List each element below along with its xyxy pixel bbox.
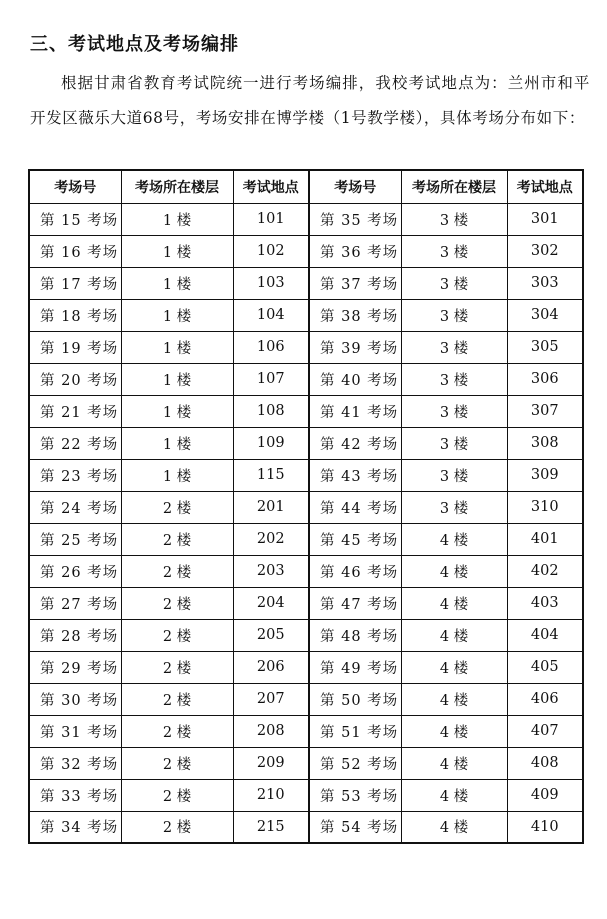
floor-cell-2: 4 楼 [401, 715, 507, 747]
table-row [29, 267, 583, 299]
floor-cell: 2 楼 [121, 555, 233, 587]
room-no-cell: 第 20 考场 [29, 363, 121, 395]
room-no-cell: 第 18 考场 [29, 299, 121, 331]
header-room-no-2: 考场号 [309, 170, 401, 203]
table-row [29, 427, 583, 459]
location-cell: 215 [233, 811, 309, 843]
location-cell-2: 308 [507, 427, 583, 459]
room-no-cell: 第 27 考场 [29, 587, 121, 619]
table-header-row [29, 170, 583, 203]
table-row [29, 331, 583, 363]
table-row [29, 811, 583, 843]
table-row [29, 651, 583, 683]
table-row [29, 587, 583, 619]
table-row [29, 235, 583, 267]
location-cell: 102 [233, 235, 309, 267]
table-row [29, 459, 583, 491]
table-row [29, 779, 583, 811]
table-row [29, 491, 583, 523]
exam-room-table [28, 169, 584, 844]
floor-cell: 1 楼 [121, 331, 233, 363]
room-no-cell-2: 第 48 考场 [309, 619, 401, 651]
location-cell-2: 302 [507, 235, 583, 267]
location-cell-2: 401 [507, 523, 583, 555]
floor-cell: 2 楼 [121, 747, 233, 779]
table-row [29, 203, 583, 235]
room-no-cell: 第 34 考场 [29, 811, 121, 843]
floor-cell-2: 4 楼 [401, 779, 507, 811]
floor-cell-2: 4 楼 [401, 747, 507, 779]
location-cell: 210 [233, 779, 309, 811]
table-row [29, 683, 583, 715]
location-cell: 209 [233, 747, 309, 779]
room-no-cell-2: 第 38 考场 [309, 299, 401, 331]
room-no-cell: 第 30 考场 [29, 683, 121, 715]
floor-cell-2: 3 楼 [401, 395, 507, 427]
location-cell-2: 305 [507, 331, 583, 363]
room-no-cell-2: 第 43 考场 [309, 459, 401, 491]
room-no-cell-2: 第 50 考场 [309, 683, 401, 715]
room-no-cell-2: 第 52 考场 [309, 747, 401, 779]
floor-cell-2: 4 楼 [401, 811, 507, 843]
floor-cell-2: 3 楼 [401, 427, 507, 459]
floor-cell: 1 楼 [121, 363, 233, 395]
location-cell: 101 [233, 203, 309, 235]
floor-cell: 2 楼 [121, 779, 233, 811]
header-floor-2: 考场所在楼层 [401, 170, 507, 203]
floor-cell-2: 3 楼 [401, 299, 507, 331]
room-no-cell-2: 第 49 考场 [309, 651, 401, 683]
location-cell-2: 405 [507, 651, 583, 683]
location-cell-2: 406 [507, 683, 583, 715]
floor-cell: 2 楼 [121, 523, 233, 555]
header-location: 考试地点 [233, 170, 309, 203]
location-cell: 106 [233, 331, 309, 363]
location-cell: 108 [233, 395, 309, 427]
floor-cell: 1 楼 [121, 267, 233, 299]
section-heading: 三、考试地点及考场编排 [30, 34, 239, 55]
floor-cell-2: 4 楼 [401, 619, 507, 651]
location-cell-2: 307 [507, 395, 583, 427]
floor-cell: 2 楼 [121, 587, 233, 619]
floor-cell: 2 楼 [121, 651, 233, 683]
room-no-cell: 第 16 考场 [29, 235, 121, 267]
location-cell-2: 310 [507, 491, 583, 523]
floor-cell-2: 3 楼 [401, 363, 507, 395]
location-cell: 208 [233, 715, 309, 747]
floor-cell: 2 楼 [121, 715, 233, 747]
room-no-cell-2: 第 44 考场 [309, 491, 401, 523]
location-cell: 115 [233, 459, 309, 491]
location-cell: 109 [233, 427, 309, 459]
room-no-cell-2: 第 53 考场 [309, 779, 401, 811]
room-no-cell: 第 25 考场 [29, 523, 121, 555]
room-no-cell-2: 第 54 考场 [309, 811, 401, 843]
room-no-cell: 第 15 考场 [29, 203, 121, 235]
table-row [29, 395, 583, 427]
location-cell: 202 [233, 523, 309, 555]
header-location-2: 考试地点 [507, 170, 583, 203]
room-no-cell: 第 26 考场 [29, 555, 121, 587]
room-no-cell: 第 29 考场 [29, 651, 121, 683]
floor-cell: 1 楼 [121, 395, 233, 427]
room-no-cell: 第 24 考场 [29, 491, 121, 523]
room-no-cell: 第 31 考场 [29, 715, 121, 747]
floor-cell-2: 4 楼 [401, 683, 507, 715]
location-cell: 201 [233, 491, 309, 523]
location-cell-2: 410 [507, 811, 583, 843]
location-cell-2: 403 [507, 587, 583, 619]
floor-cell-2: 4 楼 [401, 651, 507, 683]
floor-cell-2: 3 楼 [401, 203, 507, 235]
table-row [29, 747, 583, 779]
room-no-cell: 第 28 考场 [29, 619, 121, 651]
room-no-cell-2: 第 39 考场 [309, 331, 401, 363]
floor-cell: 2 楼 [121, 811, 233, 843]
header-floor: 考场所在楼层 [121, 170, 233, 203]
table-row [29, 555, 583, 587]
room-no-cell: 第 17 考场 [29, 267, 121, 299]
room-no-cell-2: 第 47 考场 [309, 587, 401, 619]
location-cell-2: 309 [507, 459, 583, 491]
floor-cell: 2 楼 [121, 683, 233, 715]
room-no-cell-2: 第 41 考场 [309, 395, 401, 427]
location-cell: 205 [233, 619, 309, 651]
floor-cell: 1 楼 [121, 299, 233, 331]
location-cell: 204 [233, 587, 309, 619]
location-cell-2: 301 [507, 203, 583, 235]
room-no-cell-2: 第 37 考场 [309, 267, 401, 299]
floor-cell: 2 楼 [121, 619, 233, 651]
floor-cell: 1 楼 [121, 459, 233, 491]
location-cell: 207 [233, 683, 309, 715]
floor-cell-2: 4 楼 [401, 587, 507, 619]
room-no-cell: 第 23 考场 [29, 459, 121, 491]
room-no-cell-2: 第 42 考场 [309, 427, 401, 459]
location-cell: 206 [233, 651, 309, 683]
room-no-cell: 第 33 考场 [29, 779, 121, 811]
floor-cell-2: 4 楼 [401, 523, 507, 555]
floor-cell-2: 3 楼 [401, 491, 507, 523]
location-cell-2: 402 [507, 555, 583, 587]
floor-cell: 1 楼 [121, 427, 233, 459]
location-cell-2: 408 [507, 747, 583, 779]
room-no-cell: 第 32 考场 [29, 747, 121, 779]
location-cell-2: 306 [507, 363, 583, 395]
location-cell-2: 304 [507, 299, 583, 331]
room-no-cell: 第 21 考场 [29, 395, 121, 427]
intro-paragraph: 根据甘肃省教育考试院统一进行考场编排，我校考试地点为：兰州市和平开发区薇乐大道68号，考场安排在博学楼（1号教学楼），具体考场分布如下： [30, 74, 590, 127]
table-body [29, 203, 583, 843]
room-no-cell-2: 第 51 考场 [309, 715, 401, 747]
location-cell-2: 409 [507, 779, 583, 811]
location-cell: 104 [233, 299, 309, 331]
table-row [29, 619, 583, 651]
floor-cell: 2 楼 [121, 491, 233, 523]
location-cell-2: 303 [507, 267, 583, 299]
location-cell-2: 407 [507, 715, 583, 747]
location-cell: 203 [233, 555, 309, 587]
table-row [29, 363, 583, 395]
floor-cell-2: 3 楼 [401, 459, 507, 491]
floor-cell-2: 3 楼 [401, 267, 507, 299]
floor-cell-2: 4 楼 [401, 555, 507, 587]
table-row [29, 715, 583, 747]
floor-cell: 1 楼 [121, 203, 233, 235]
floor-cell-2: 3 楼 [401, 331, 507, 363]
table-row [29, 299, 583, 331]
room-no-cell-2: 第 35 考场 [309, 203, 401, 235]
room-no-cell-2: 第 45 考场 [309, 523, 401, 555]
room-no-cell-2: 第 46 考场 [309, 555, 401, 587]
header-room-no: 考场号 [29, 170, 121, 203]
location-cell: 103 [233, 267, 309, 299]
room-no-cell-2: 第 40 考场 [309, 363, 401, 395]
floor-cell-2: 3 楼 [401, 235, 507, 267]
table-row [29, 523, 583, 555]
room-no-cell: 第 19 考场 [29, 331, 121, 363]
room-no-cell: 第 22 考场 [29, 427, 121, 459]
location-cell-2: 404 [507, 619, 583, 651]
floor-cell: 1 楼 [121, 235, 233, 267]
room-no-cell-2: 第 36 考场 [309, 235, 401, 267]
location-cell: 107 [233, 363, 309, 395]
